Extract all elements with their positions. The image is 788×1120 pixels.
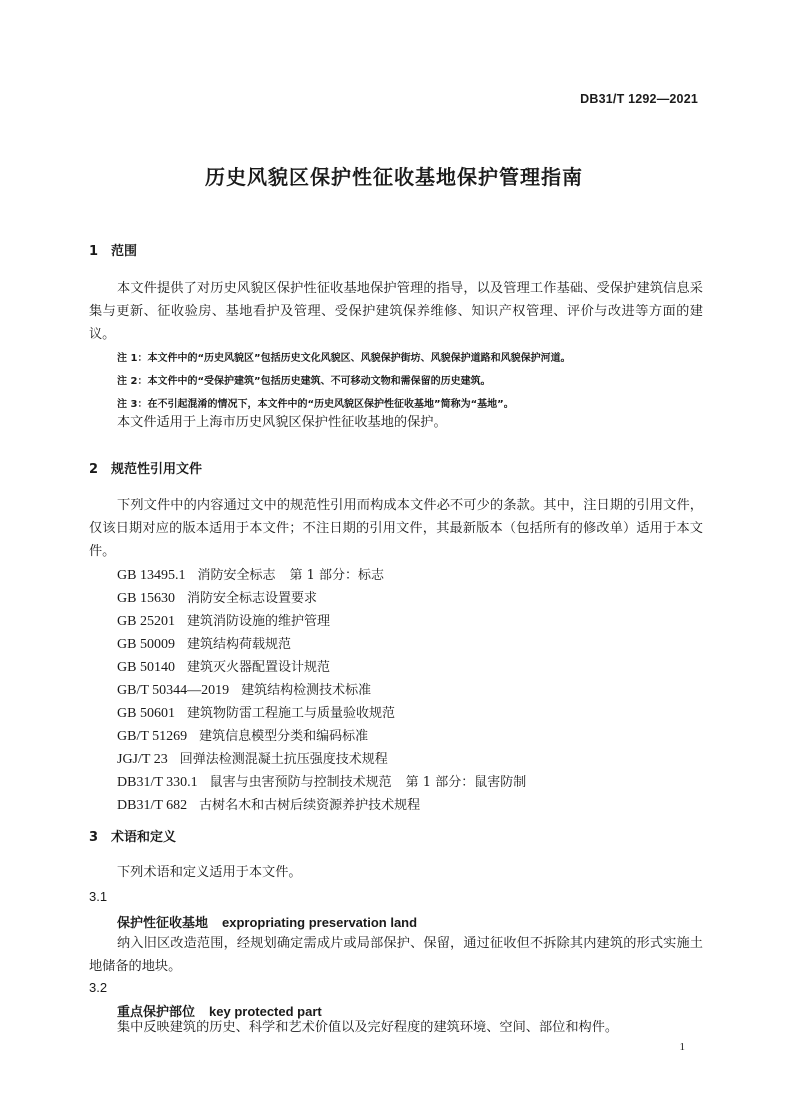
reference-name: 建筑结构荷载规范	[186, 637, 291, 652]
references-intro: 下列文件中的内容通过文中的规范性引用而构成本文件必不可少的条款。其中，注日期的引用文件，仅该日期对应的版本适用于本文件；不注日期的引用文件，其最新版本（包括所有的修改单）适用于本文件。	[89, 498, 703, 559]
reference-name: 古树名木和古树后续资源养护技术规程	[199, 798, 421, 813]
note-3: 注 3：在不引起混淆的情况下，本文件中的“历史风貌区保护性征收基地”简称为“基地”。	[117, 399, 514, 410]
page-number: 1	[679, 1041, 685, 1053]
reference-part: 第 1 部分：鼠害防制	[405, 775, 527, 790]
term-entry	[117, 912, 417, 931]
reference-name: 消防安全标志设置要求	[186, 591, 317, 606]
reference-name: 回弹法检测混凝土抗压强度技术规程	[179, 752, 388, 767]
reference-name: 建筑消防设施的维护管理	[186, 614, 330, 629]
section-heading-terms	[89, 826, 176, 845]
reference-item	[117, 587, 317, 607]
section-title: 规范性引用文件	[111, 462, 203, 477]
reference-code: GB 15630	[117, 591, 175, 606]
section-title: 术语和定义	[111, 830, 177, 845]
section-title: 范围	[111, 244, 138, 259]
section-number: 1	[89, 244, 99, 259]
reference-code: GB 50009	[117, 637, 175, 652]
standard-code: DB31/T 1292—2021	[580, 92, 698, 106]
term-definition: 纳入旧区改造范围，经规划确定需成片或局部保护、保留，通过征收但不拆除其内建筑的形式实施土地储备的地块。	[89, 936, 703, 974]
note-2: 注 2：本文件中的“受保护建筑”包括历史建筑、不可移动文物和需保留的历史建筑。	[117, 376, 491, 387]
reference-code: GB 13495.1	[117, 568, 186, 583]
term-definition: 集中反映建筑的历史、科学和艺术价值以及完好程度的建筑环境、空间、部位和构件。	[117, 1020, 619, 1035]
reference-code: GB 25201	[117, 614, 175, 629]
scope-applicability: 本文件适用于上海市历史风貌区保护性征收基地的保护。	[117, 415, 447, 430]
reference-code: GB 50140	[117, 660, 175, 675]
reference-item	[117, 748, 388, 768]
term-en: expropriating preservation land	[222, 915, 418, 930]
reference-item	[117, 656, 330, 676]
reference-name: 鼠害与虫害预防与控制技术规范	[209, 775, 392, 790]
term-number: 3.1	[89, 889, 108, 904]
reference-item	[117, 794, 420, 814]
reference-item	[117, 610, 330, 630]
reference-code: GB/T 50344—2019	[117, 683, 230, 698]
section-heading-scope	[89, 240, 137, 259]
reference-name: 建筑物防雷工程施工与质量验收规范	[186, 706, 395, 721]
reference-code: DB31/T 330.1	[117, 775, 198, 790]
reference-name: 建筑结构检测技术标准	[241, 683, 372, 698]
reference-part: 第 1 部分：标志	[289, 568, 385, 583]
reference-item	[117, 725, 368, 745]
reference-code: GB/T 51269	[117, 729, 188, 744]
reference-item	[117, 702, 395, 722]
term-zh: 保护性征收基地	[117, 916, 209, 931]
term-en: key protected part	[209, 1004, 322, 1019]
note-1: 注 1：本文件中的“历史风貌区”包括历史文化风貌区、风貌保护街坊、风貌保护道路和风貌保护河道。	[117, 353, 571, 364]
reference-code: GB 50601	[117, 706, 175, 721]
reference-name: 建筑信息模型分类和编码标准	[199, 729, 369, 744]
reference-item	[117, 771, 526, 791]
reference-name: 消防安全标志	[197, 568, 276, 583]
page-title: 历史风貌区保护性征收基地保护管理指南	[205, 165, 583, 189]
reference-item	[117, 679, 371, 699]
term-zh: 重点保护部位	[117, 1005, 196, 1020]
section-heading-references	[89, 458, 202, 477]
reference-code: JGJ/T 23	[117, 752, 168, 767]
scope-paragraph: 本文件提供了对历史风貌区保护性征收基地保护管理的指导，以及管理工作基础、受保护建筑信息采集与更新、征收验房、基地看护及管理、受保护建筑保养维修、知识产权管理、评价与改进等方面的建议。	[89, 281, 703, 342]
terms-intro: 下列术语和定义适用于本文件。	[117, 865, 302, 880]
reference-item	[117, 564, 384, 584]
section-number: 2	[89, 462, 99, 477]
reference-name: 建筑灭火器配置设计规范	[186, 660, 330, 675]
term-number: 3.2	[89, 980, 108, 995]
reference-code: DB31/T 682	[117, 798, 188, 813]
reference-item	[117, 633, 291, 653]
section-number: 3	[89, 830, 99, 845]
